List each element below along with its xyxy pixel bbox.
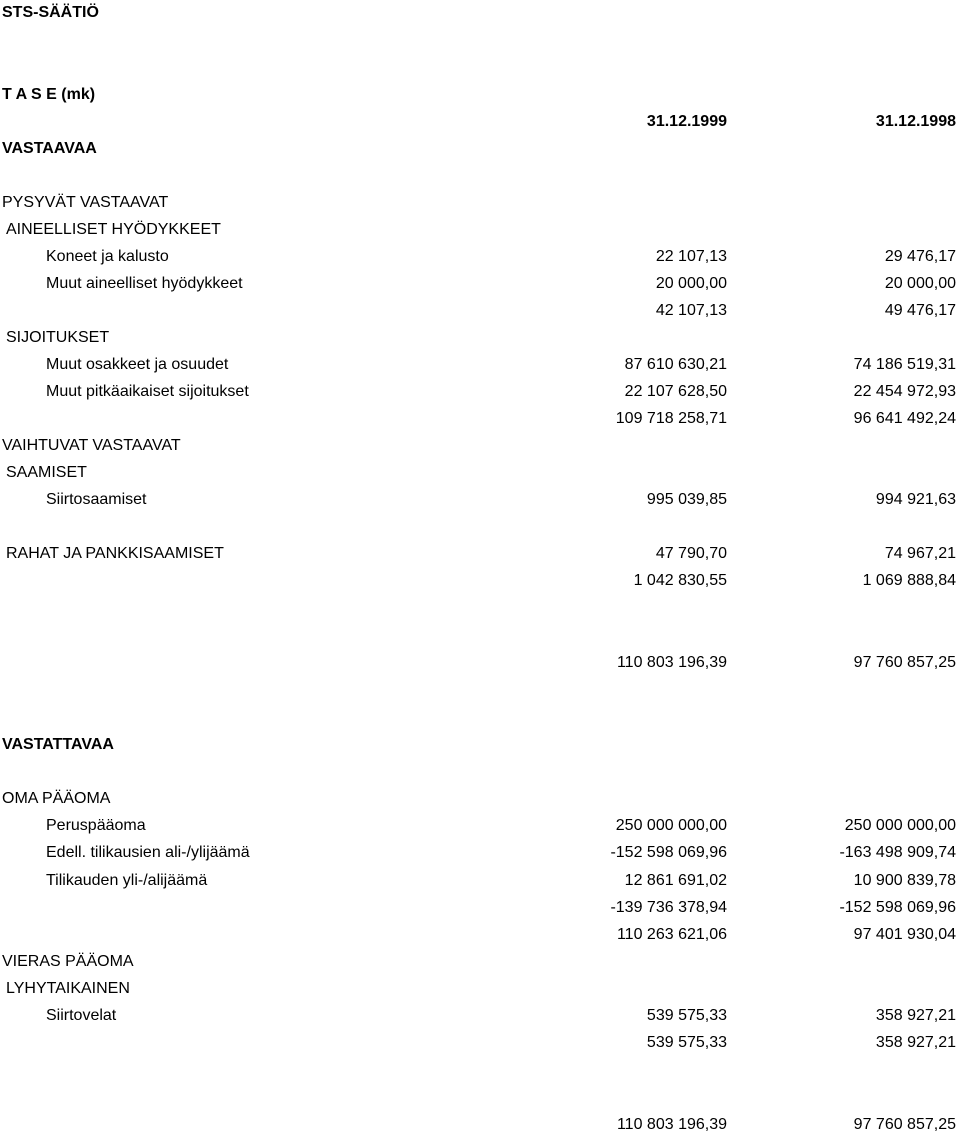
liabilities-heading: VASTATTAVAA: [2, 736, 114, 753]
value-1998: 74 967,21: [884, 545, 956, 562]
tangible-total-1999: 42 107,13: [655, 302, 727, 319]
row-label: Siirtosaamiset: [46, 491, 147, 508]
short-term-heading: LYHYTAIKAINEN: [6, 980, 130, 997]
row-label: Siirtovelat: [46, 1007, 117, 1024]
value-1999: 87 610 630,21: [624, 356, 727, 373]
equity-total-1999: 110 263 621,06: [616, 926, 727, 943]
assets-grand-total-1999: 110 803 196,39: [616, 654, 727, 671]
value-1999: 250 000 000,00: [615, 817, 727, 834]
row-label: Muut pitkäaikaiset sijoitukset: [46, 383, 249, 400]
debt-total-1999: 539 575,33: [646, 1034, 727, 1051]
row-label: Tilikauden yli-/alijäämä: [46, 872, 208, 889]
row-label: Muut aineelliset hyödykkeet: [46, 275, 243, 292]
row-label: Muut osakkeet ja osuudet: [46, 356, 229, 373]
value-1999: 12 861 691,02: [624, 872, 727, 889]
investments-total-1999: 109 718 258,71: [615, 410, 727, 427]
value-1998: -163 498 909,74: [839, 844, 956, 861]
receivables-heading: SAAMISET: [6, 464, 87, 481]
liabilities-grand-total-1999: 110 803 196,39: [616, 1116, 727, 1133]
row-label: Peruspääoma: [46, 817, 146, 834]
equity-total-1998: 97 401 930,04: [853, 926, 956, 943]
value-1998: 29 476,17: [884, 248, 956, 265]
organization-name: STS-SÄÄTIÖ: [2, 4, 99, 21]
current-total-1999: 1 042 830,55: [633, 572, 727, 589]
row-label: Edell. tilikausien ali-/ylijäämä: [46, 844, 250, 861]
debt-total-1998: 358 927,21: [875, 1034, 956, 1051]
column-header-1999: 31.12.1999: [646, 113, 727, 130]
value-1998: 20 000,00: [884, 275, 956, 292]
value-1999: 47 790,70: [655, 545, 727, 562]
assets-grand-total-1998: 97 760 857,25: [853, 654, 956, 671]
liabilities-grand-total-1998: 97 760 857,25: [853, 1116, 956, 1133]
value-1998: 22 454 972,93: [853, 383, 956, 400]
fixed-assets-heading: PYSYVÄT VASTAAVAT: [2, 194, 169, 211]
current-assets-heading: VAIHTUVAT VASTAAVAT: [2, 437, 181, 454]
value-1998: 358 927,21: [875, 1007, 956, 1024]
value-1998: 74 186 519,31: [853, 356, 956, 373]
value-1998: 10 900 839,78: [853, 872, 956, 889]
value-1999: 22 107,13: [655, 248, 727, 265]
tangible-total-1998: 49 476,17: [884, 302, 956, 319]
debt-heading: VIERAS PÄÄOMA: [2, 953, 134, 970]
value-1998: 250 000 000,00: [844, 817, 956, 834]
column-header-1998: 31.12.1998: [875, 113, 956, 130]
value-1999: -152 598 069,96: [610, 844, 727, 861]
value-1999: 22 107 628,50: [624, 383, 727, 400]
investments-total-1998: 96 641 492,24: [853, 410, 956, 427]
page-title: T A S E (mk): [2, 86, 96, 103]
equity-subtotal-1998: -152 598 069,96: [839, 899, 956, 916]
equity-subtotal-1999: -139 736 378,94: [610, 899, 727, 916]
value-1998: 994 921,63: [875, 491, 956, 508]
equity-heading: OMA PÄÄOMA: [2, 790, 111, 807]
current-total-1998: 1 069 888,84: [862, 572, 956, 589]
value-1999: 20 000,00: [655, 275, 727, 292]
assets-heading: VASTAAVAA: [2, 140, 97, 157]
row-label: RAHAT JA PANKKISAAMISET: [6, 545, 224, 562]
value-1999: 539 575,33: [646, 1007, 727, 1024]
row-label: Koneet ja kalusto: [46, 248, 169, 265]
tangible-assets-heading: AINEELLISET HYÖDYKKEET: [6, 221, 221, 238]
investments-heading: SIJOITUKSET: [6, 329, 110, 346]
value-1999: 995 039,85: [646, 491, 727, 508]
